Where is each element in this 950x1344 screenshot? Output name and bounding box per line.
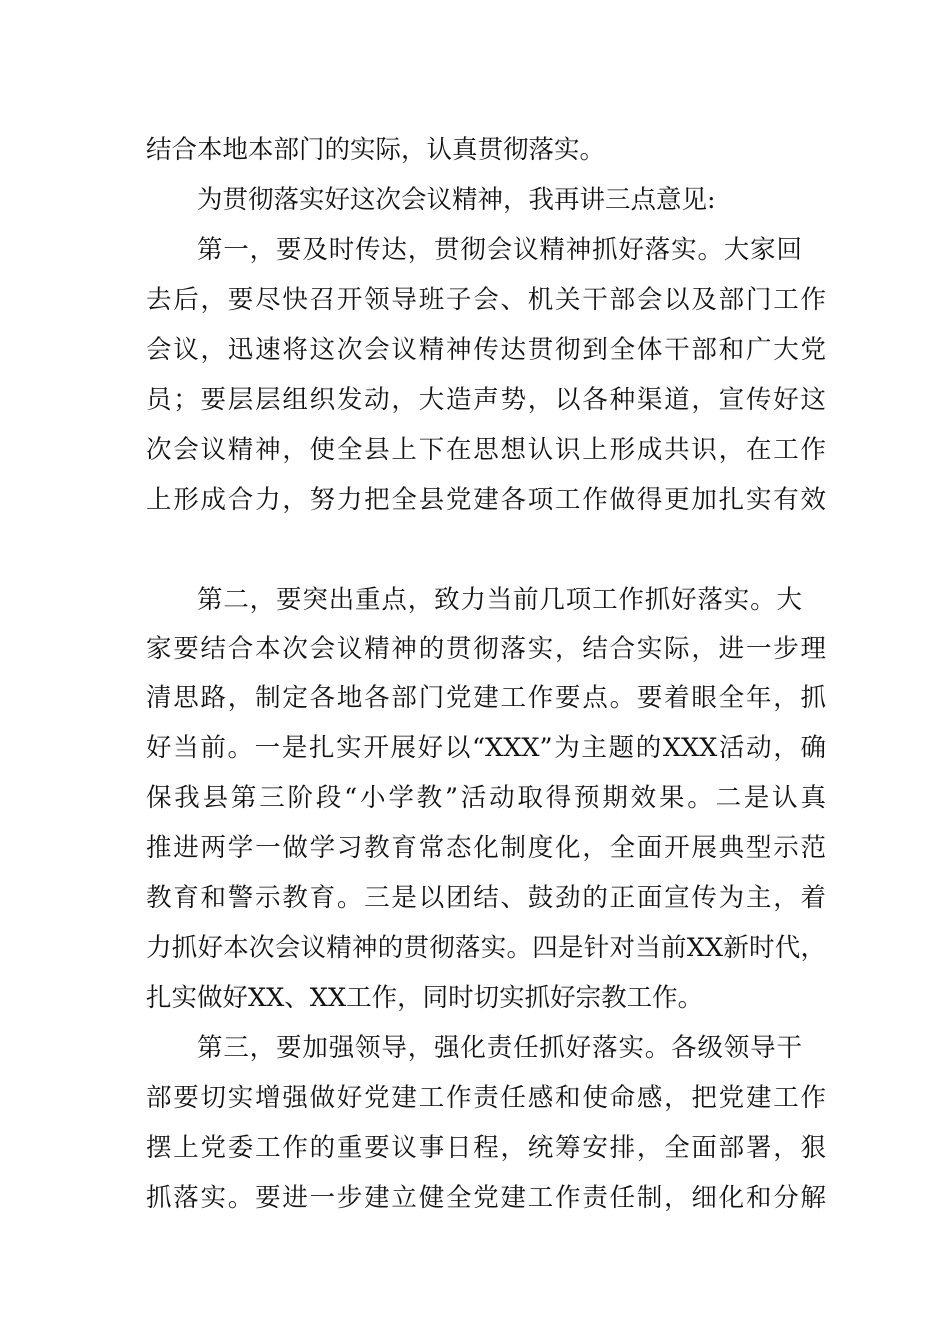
paragraph-1-line-4: 员；要层层组织发动，大造声势，以各种渠道，宣传好这 [146,385,826,415]
paragraph-2-line-4: 好当前。一是扎实开展好以“XXX”为主题的XXX活动，确 [146,733,826,763]
paragraph-2-line-5: 保我县第三阶段“小学教”活动取得预期效果。二是认真 [146,783,826,813]
paragraph-2-line-8: 力抓好本次会议精神的贯彻落实。四是针对当前XX新时代， [146,933,826,963]
paragraph-1-line-1: 第一，要及时传达，贯彻会议精神抓好落实。大家回 [197,235,802,265]
paragraph-3-line-1: 第三，要加强领导，强化责任抓好落实。各级领导干 [197,1033,802,1063]
paragraph-2-line-9: 扎实做好XX、XX工作，同时切实抓好宗教工作。 [146,983,704,1013]
paragraph-2-line-3: 清思路，制定各地各部门党建工作要点。要着眼全年，抓 [146,683,826,713]
paragraph-1-line-3: 会议，迅速将这次会议精神传达贯彻到全体干部和广大党 [146,335,826,365]
paragraph-3-line-3: 摆上党委工作的重要议事日程，统筹安排，全面部署，狠 [146,1133,826,1163]
paragraph-2-line-2: 家要结合本次会议精神的贯彻落实，结合实际，进一步理 [146,634,826,664]
paragraph-1-line-5: 次会议精神，使全县上下在思想认识上形成共识，在工作 [146,435,826,465]
paragraph-1-line-2: 去后，要尽快召开领导班子会、机关干部会以及部门工作 [146,285,826,315]
paragraph-2-line-6: 推进两学一做学习教育常态化制度化，全面开展典型示范 [146,833,826,863]
text-line-2: 为贯彻落实好这次会议精神，我再讲三点意见: [197,185,716,215]
paragraph-3-line-2: 部要切实增强做好党建工作责任感和使命感，把党建工作 [146,1083,826,1113]
paragraph-2-line-1: 第二，要突出重点，致力当前几项工作抓好落实。大 [197,585,802,615]
paragraph-3-line-4: 抓落实。要进一步建立健全党建工作责任制，细化和分解 [146,1183,826,1213]
paragraph-1-line-6: 上形成合力，努力把全县党建各项工作做得更加扎实有效 [146,485,826,515]
text-line-1: 结合本地本部门的实际，认真贯彻落实。 [146,135,606,165]
paragraph-2-line-7: 教育和警示教育。三是以团结、鼓劲的正面宣传为主，着 [146,883,826,913]
